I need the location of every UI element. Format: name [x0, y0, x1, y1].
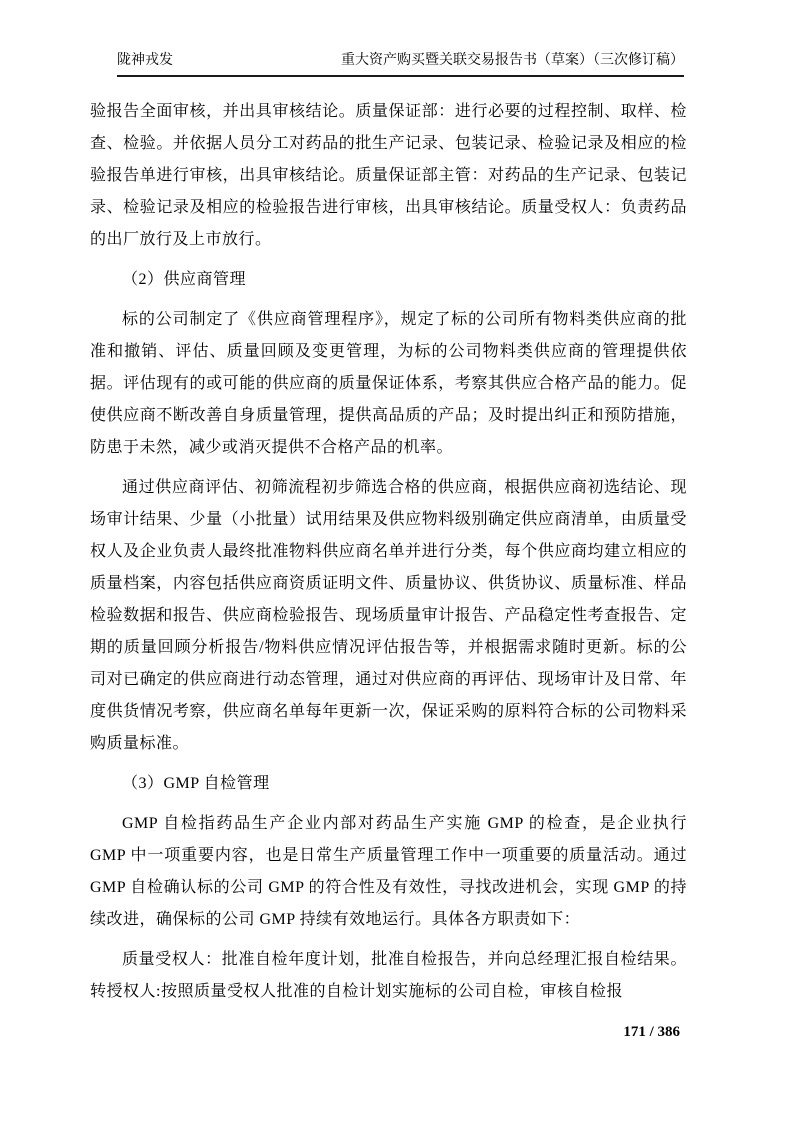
- paragraph-gmp-definition: GMP 自检指药品生产企业内部对药品生产实施 GMP 的检查，是企业执行 GMP 中一项重要内容，也是日常生产质量管理工作中一项重要的质量活动。通过 GMP 自检确认标的公司 GMP 的符合性及有效性，寻找改进机会，实现 GMP 的持续改进，确保标的公司 GMP 持续有效地运行。具体各方职责如下：: [90, 815, 687, 928]
- paragraph-quality-authorized-person: 质量受权人：批准自检年度计划，批准自检报告，并向总经理汇报自检结果。转授权人:按照质量受权人批准的自检计划实施标的公司自检，审核自检报: [90, 951, 687, 1000]
- page-header: [117, 52, 684, 77]
- paragraph-supplier-screening: 通过供应商评估、初筛流程初步筛选合格的供应商，根据供应商初选结论、现场审计结果、少量（小批量）试用结果及供应物料级别确定供应商清单，由质量受权人及企业负责人最终批准物料供应商名单并进行分类，每个供应商均建立相应的质量档案，内容包括供应商资质证明文件、质量协议、供货协议、质量标准、样品检验数据和报告、供应商检验报告、现场质量审计报告、产品稳定性考查报告、定期的质量回顾分析报告/物料供应情况评估报告等，并根据需求随时更新。标的公司对已确定的供应商进行动态管理，通过对供应商的再评估、现场审计及日常、年度供货情况考察，供应商名单每年更新一次，保证采购的原料符合标的公司物料采购质量标准。: [90, 479, 687, 752]
- header-report-title: 重大资产购买暨关联交易报告书（草案）（三次修订稿）: [341, 53, 684, 68]
- document-body: [90, 88, 687, 1016]
- heading-gmp-self-inspection: （3）GMP 自检管理: [122, 775, 270, 792]
- page-number: 171 / 386: [623, 1024, 680, 1040]
- paragraph-quality-review-continuation: 验报告全面审核，并出具审核结论。质量保证部：进行必要的过程控制、取样、检查、检验。并依据人员分工对药品的批生产记录、包装记录、检验记录及相应的检验报告单进行审核，出具审核结论。质量保证部主管：对药品的生产记录、包装记录、检验记录及相应的检验报告进行审核，出具审核结论。质量受权人：负责药品的出厂放行及上市放行。: [90, 103, 687, 248]
- page-footer: [90, 1022, 680, 1042]
- paragraph-supplier-procedure: 标的公司制定了《供应商管理程序》，规定了标的公司所有物料类供应商的批准和撤销、评估、质量回顾及变更管理，为标的公司物料类供应商的管理提供依据。评估现有的或可能的供应商的质量保证体系，考察其供应合格产品的能力。促使供应商不断改善自身质量管理，提供高品质的产品；及时提出纠正和预防措施，防患于未然，减少或消灭提供不合格产品的机率。: [90, 311, 687, 456]
- header-company-name: 陇神戎发: [117, 53, 173, 68]
- heading-supplier-management: （2）供应商管理: [122, 271, 247, 288]
